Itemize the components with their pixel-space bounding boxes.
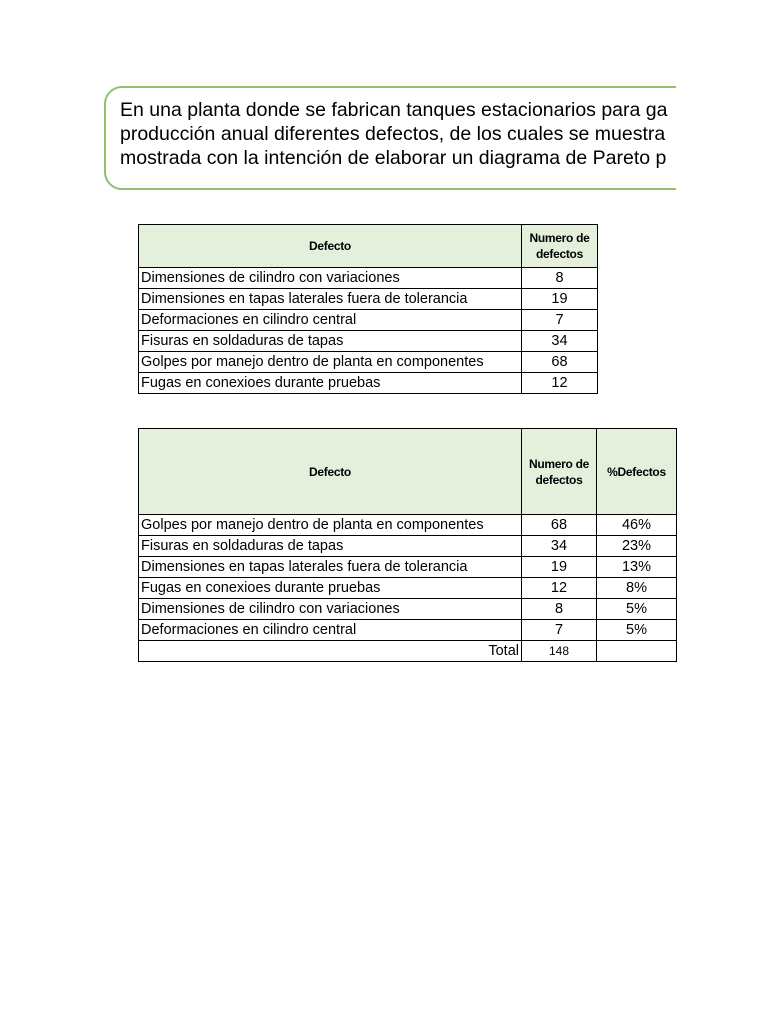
- total-label: Total: [139, 641, 522, 662]
- table-row: [139, 373, 598, 394]
- cell-porcentaje: 5%: [597, 599, 677, 620]
- table-row: [139, 515, 677, 536]
- cell-numero: 34: [522, 331, 598, 352]
- cell-porcentaje: 13%: [597, 557, 677, 578]
- cell-defecto: Dimensiones de cilindro con variaciones: [139, 268, 522, 289]
- problem-statement: [104, 86, 676, 194]
- cell-porcentaje: 23%: [597, 536, 677, 557]
- problem-statement-text: [120, 98, 676, 170]
- table-row: [139, 536, 677, 557]
- cell-numero: 68: [522, 352, 598, 373]
- cell-numero: 34: [522, 536, 597, 557]
- cell-numero: 8: [522, 268, 598, 289]
- table-row: [139, 557, 677, 578]
- cell-numero: 12: [522, 373, 598, 394]
- problem-statement-line: En una planta donde se fabrican tanques estacionarios para ga: [120, 99, 668, 121]
- table-row: [139, 352, 598, 373]
- cell-numero: 19: [522, 557, 597, 578]
- problem-statement-line: producción anual diferentes defectos, de los cuales se muestra: [120, 123, 666, 145]
- total-empty-cell: [597, 641, 677, 662]
- header-numero-defectos: Numero de defectos: [522, 429, 597, 515]
- cell-defecto: Dimensiones en tapas laterales fuera de tolerancia: [139, 289, 522, 310]
- cell-numero: 7: [522, 310, 598, 331]
- table-row: [139, 620, 677, 641]
- pareto-table: [138, 428, 677, 662]
- cell-defecto: Fugas en conexioes durante pruebas: [139, 373, 522, 394]
- cell-defecto: Golpes por manejo dentro de planta en componentes: [139, 352, 522, 373]
- table-row: [139, 268, 598, 289]
- cell-porcentaje: 8%: [597, 578, 677, 599]
- table-row: [139, 331, 598, 352]
- problem-statement-box: [104, 86, 676, 190]
- total-value: 148: [522, 641, 597, 662]
- header-numero-defectos: Numero de defectos: [522, 225, 598, 268]
- total-row: [139, 641, 677, 662]
- cell-defecto: Golpes por manejo dentro de planta en componentes: [139, 515, 522, 536]
- cell-defecto: Fugas en conexioes durante pruebas: [139, 578, 522, 599]
- cell-porcentaje: 5%: [597, 620, 677, 641]
- table-header-row: [139, 225, 598, 268]
- problem-statement-line: mostrada con la intención de elaborar un diagrama de Pareto p: [120, 147, 667, 169]
- header-defecto: Defecto: [139, 225, 522, 268]
- cell-defecto: Fisuras en soldaduras de tapas: [139, 536, 522, 557]
- cell-defecto: Fisuras en soldaduras de tapas: [139, 331, 522, 352]
- table-row: [139, 578, 677, 599]
- header-defecto: Defecto: [139, 429, 522, 515]
- cell-numero: 7: [522, 620, 597, 641]
- cell-porcentaje: 46%: [597, 515, 677, 536]
- cell-numero: 68: [522, 515, 597, 536]
- cell-defecto: Dimensiones de cilindro con variaciones: [139, 599, 522, 620]
- table-header-row: [139, 429, 677, 515]
- table-row: [139, 310, 598, 331]
- table-row: [139, 289, 598, 310]
- cell-defecto: Dimensiones en tapas laterales fuera de tolerancia: [139, 557, 522, 578]
- table-row: [139, 599, 677, 620]
- cell-numero: 19: [522, 289, 598, 310]
- cell-numero: 8: [522, 599, 597, 620]
- cell-defecto: Deformaciones en cilindro central: [139, 620, 522, 641]
- defects-table: [138, 224, 598, 394]
- cell-numero: 12: [522, 578, 597, 599]
- cell-defecto: Deformaciones en cilindro central: [139, 310, 522, 331]
- header-porcentaje-defectos: %Defectos: [597, 429, 677, 515]
